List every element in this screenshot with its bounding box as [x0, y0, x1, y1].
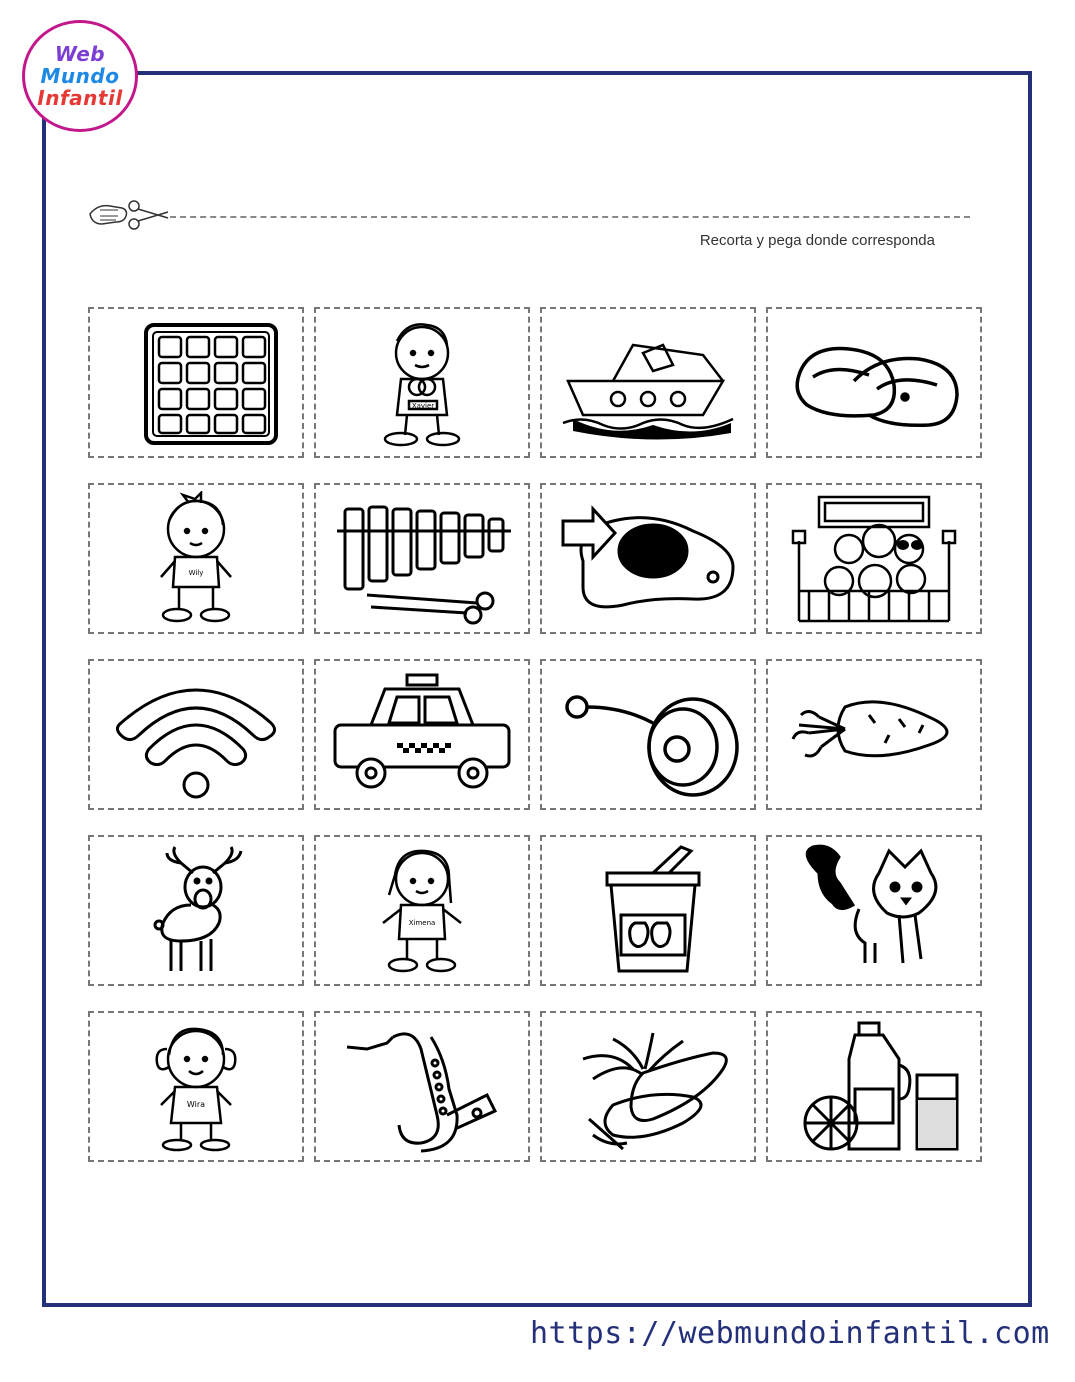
moose-icon	[101, 843, 291, 978]
carrots-icon	[553, 1019, 743, 1154]
cut-line	[88, 196, 978, 236]
card-zoo[interactable]	[766, 483, 982, 634]
card-fried-egg-arrow[interactable]	[540, 483, 756, 634]
logo-line-1: Web	[54, 42, 106, 66]
boy-xavier-icon	[327, 315, 517, 450]
name-label-wily: Wily	[188, 569, 204, 577]
logo-line-3: Infantil	[37, 86, 123, 110]
card-juice[interactable]	[766, 1011, 982, 1162]
card-carrots[interactable]	[540, 1011, 756, 1162]
card-moose[interactable]	[88, 835, 304, 986]
name-label-ximena: Ximena	[408, 919, 436, 927]
name-label-wira: Wira	[186, 1100, 206, 1109]
card-boy-xavier[interactable]	[314, 307, 530, 458]
saxophone-icon	[327, 1019, 517, 1154]
card-xylophone[interactable]	[314, 483, 530, 634]
instruction-text: Recorta y pega donde corresponda	[699, 232, 935, 249]
fried-egg-arrow-icon	[553, 491, 743, 626]
logo-line-2: Mundo	[40, 64, 120, 88]
card-wifi[interactable]	[88, 659, 304, 810]
card-yogurt[interactable]	[540, 835, 756, 986]
card-fox[interactable]	[766, 835, 982, 986]
girl-ximena-icon	[327, 843, 517, 978]
taxi-icon	[327, 667, 517, 802]
shoes-icon	[779, 315, 969, 450]
footer-url[interactable]: https://webmundoinfantil.com	[530, 1316, 1050, 1351]
wifi-icon	[101, 667, 291, 802]
dashed-cut-guide	[170, 216, 970, 218]
card-waffle[interactable]	[88, 307, 304, 458]
card-taxi[interactable]	[314, 659, 530, 810]
waffle-icon	[101, 315, 291, 450]
card-saxophone[interactable]	[314, 1011, 530, 1162]
card-girl-wira[interactable]	[88, 1011, 304, 1162]
yoyo-icon	[553, 667, 743, 802]
juice-icon	[779, 1019, 969, 1154]
zoo-icon	[779, 491, 969, 626]
card-shoes[interactable]	[766, 307, 982, 458]
card-yoyo[interactable]	[540, 659, 756, 810]
girl-wily-icon	[101, 491, 291, 626]
carrot-icon	[779, 667, 969, 802]
fox-icon	[779, 843, 969, 978]
web-mundo-infantil-logo	[22, 20, 138, 132]
scissors-hand-icon	[88, 196, 173, 236]
yogurt-icon	[553, 843, 743, 978]
card-girl-wily[interactable]	[88, 483, 304, 634]
xylophone-icon	[327, 491, 517, 626]
card-boat[interactable]	[540, 307, 756, 458]
card-carrot[interactable]	[766, 659, 982, 810]
girl-wira-icon	[101, 1019, 291, 1154]
name-label-xavier: Xavier	[411, 402, 435, 410]
boat-icon	[553, 315, 743, 450]
card-girl-ximena[interactable]	[314, 835, 530, 986]
